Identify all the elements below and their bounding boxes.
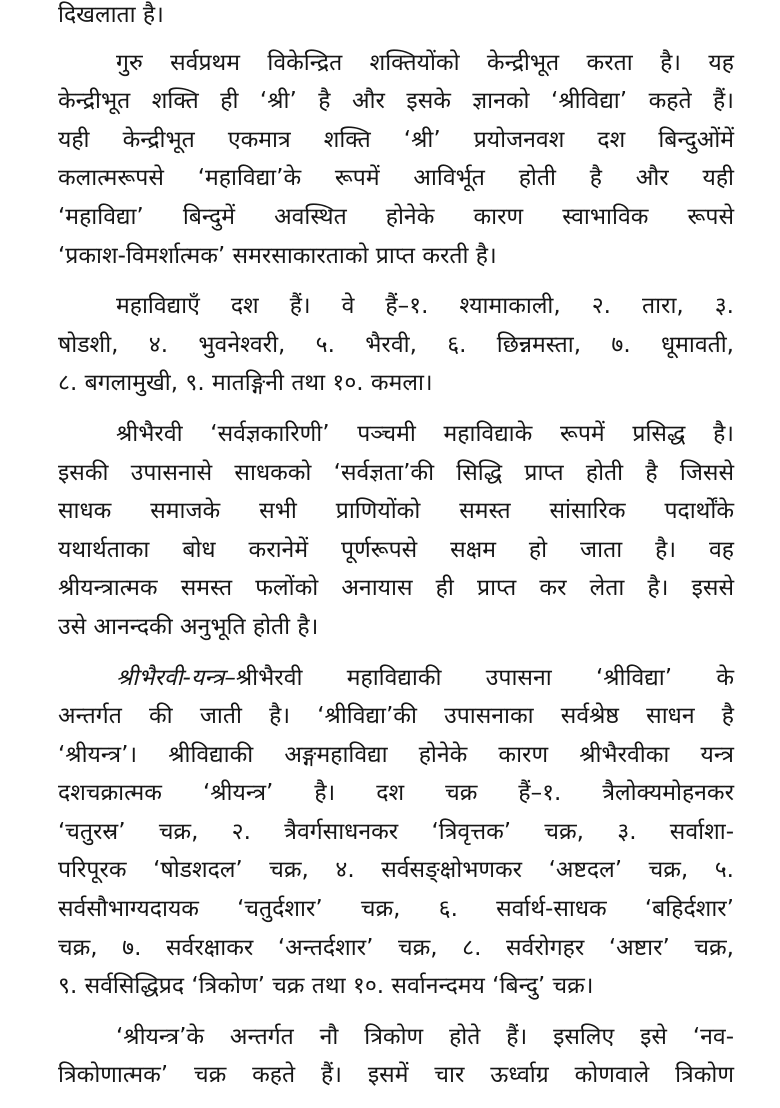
text-line: उसे आनन्दकी अनुभूति होती है। xyxy=(58,613,319,640)
text-line: ‘श्रीयन्त्र’। श्रीविद्याकी अङ्गमहाविद्या होनेके कारण श्रीभैरवीका यन्त्र xyxy=(58,741,734,768)
paragraph-shriyantra-trikona xyxy=(58,1018,734,1095)
paragraph-gap xyxy=(58,647,734,659)
text-line: दिखलाता है। xyxy=(58,2,164,28)
text-line: केन्द्रीभूत शक्ति ही ‘श्री’ है और इसके ज्ञानको ‘श्रीविद्या’ कहते हैं। xyxy=(58,88,734,115)
text-line: दशचक्रात्मक ‘श्रीयन्त्र’ है। दश चक्र हैं–१. त्रैलोक्यमोहनकर xyxy=(58,780,734,807)
text-line: यही केन्द्रीभूत एकमात्र शक्ति ‘श्री’ प्रयोजनवश दश बिन्दुओंमें xyxy=(58,126,734,153)
text-line: अन्तर्गत की जाती है। ‘श्रीविद्या’की उपासनाका सर्वश्रेष्ठ साधन है xyxy=(58,703,734,730)
text-line: कलात्मरूपसे ‘महाविद्या’के रूपमें आविर्भूत होती है और यही xyxy=(58,165,734,192)
text-line: ८. बगलामुखी, ९. मातङ्गिनी तथा १०. कमला। xyxy=(58,370,433,397)
paragraph-shakti xyxy=(58,44,734,276)
text-line: श्रीयन्त्रात्मक समस्त फलोंको अनायास ही प्राप्त कर लेता है। इससे xyxy=(58,575,734,602)
paragraph-mahavidya-list xyxy=(58,287,734,403)
text-line: ‘चतुरस्र’ चक्र, २. त्रैवर्गसाधनकर ‘त्रिवृत्तक’ चक्र, ३. सर्वाशा- xyxy=(58,818,734,845)
text-line: परिपूरक ‘षोडशदल’ चक्र, ४. सर्वसङ्क्षोभणकर ‘अष्टदल’ चक्र, ५. xyxy=(58,857,734,884)
text-line: गुरु सर्वप्रथम विकेन्द्रित शक्तियोंको केन्द्रीभूत करता है। यह xyxy=(116,49,734,76)
text-line: ‘श्रीयन्त्र’के अन्तर्गत नौ त्रिकोण होते हैं। इसलिए इसे ‘नव- xyxy=(116,1023,734,1050)
text-line xyxy=(58,659,734,698)
text-line: श्रीभैरवी ‘सर्वज्ञकारिणी’ पञ्चमी महाविद्याके रूपमें प्रसिद्ध है। xyxy=(116,420,734,447)
text-line: महाविद्याएँ दश हैं। वे हैं–१. श्यामाकाली, २. तारा, ३. xyxy=(116,293,734,320)
paragraph-gap xyxy=(58,403,734,415)
paragraph-bhairavi-yantra xyxy=(58,659,734,1006)
text-line: यथार्थताका बोध करानेमें पूर्णरूपसे सक्षम हो जाता है। वह xyxy=(58,536,734,563)
paragraph-continuation xyxy=(58,0,734,35)
paragraph-bhairavi xyxy=(58,415,734,647)
text-line: सर्वसौभाग्यदायक ‘चतुर्दशार’ चक्र, ६. सर्वार्थ-साधक ‘बहिर्दशार’ xyxy=(58,896,734,923)
paragraph-gap xyxy=(58,275,734,287)
text-line: ९. सर्वसिद्धिप्रद ‘त्रिकोण’ चक्र तथा १०. सर्वानन्दमय ‘बिन्दु’ चक्र। xyxy=(58,973,594,1000)
text-line: त्रिकोणात्मक’ चक्र कहते हैं। इसमें चार ऊर्ध्वाग्र कोणवाले त्रिकोण xyxy=(58,1062,734,1089)
text-line: षोडशी, ४. भुवनेश्वरी, ५. भैरवी, ६. छिन्नमस्ता, ७. धूमावती, xyxy=(58,331,734,358)
text-line: इसकी उपासनासे साधकको ‘सर्वज्ञता’की सिद्धि प्राप्त होती है जिससे xyxy=(58,459,734,486)
text-line: ‘प्रकाश-विमर्शात्मक’ समरसाकारताको प्राप्त करती है। xyxy=(58,242,497,269)
section-lead: श्रीभैरवी-यन्त्र– xyxy=(116,664,236,691)
section-lead-rest: श्रीभैरवी महाविद्याकी उपासना ‘श्रीविद्या’ के xyxy=(235,664,734,691)
text-line: चक्र, ७. सर्वरक्षाकर ‘अन्तर्दशार’ चक्र, ८. सर्वरोगहर ‘अष्टार’ चक्र, xyxy=(58,934,734,961)
paragraph-gap xyxy=(58,35,734,44)
text-line: साधक समाजके सभी प्राणियोंको समस्त सांसारिक पदार्थोंके xyxy=(58,498,734,525)
text-line: ‘महाविद्या’ बिन्दुमें अवस्थित होनेके कारण स्वाभाविक रूपसे xyxy=(58,203,734,230)
paragraph-gap xyxy=(58,1006,734,1018)
